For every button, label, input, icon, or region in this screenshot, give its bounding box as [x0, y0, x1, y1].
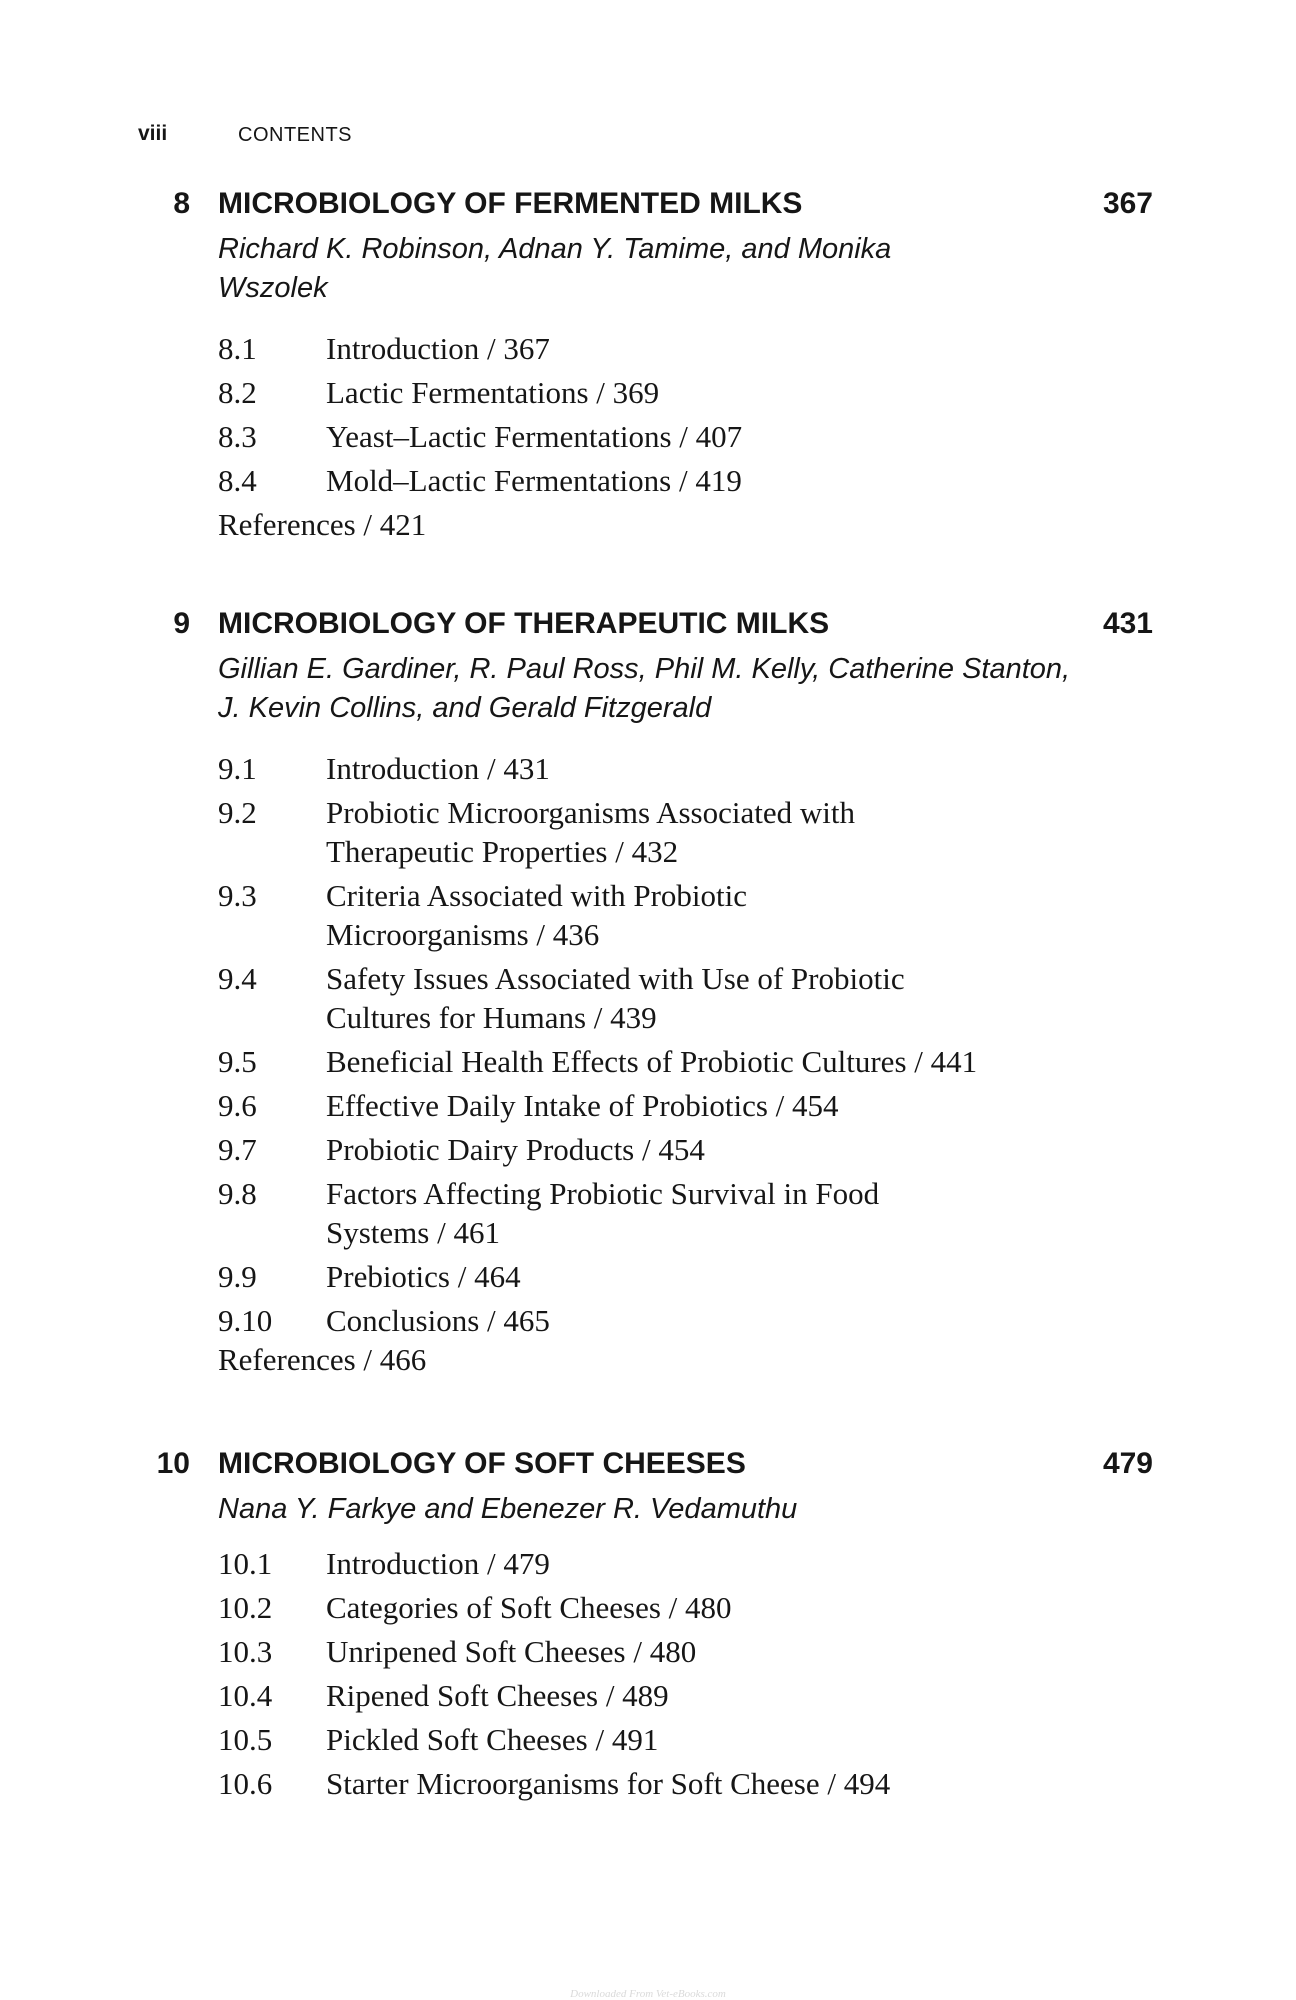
- section-entry: [218, 959, 1118, 1037]
- section-entry: [218, 1042, 1118, 1081]
- section-number: 9.7: [218, 1132, 257, 1167]
- section-entry: [218, 1257, 1118, 1296]
- chapter-page: 479: [1102, 1447, 1153, 1480]
- chapter-authors: Richard K. Robinson, Adnan Y. Tamime, and Monika Wszolek: [218, 233, 892, 304]
- references-entry: References / 421: [218, 507, 427, 542]
- chapter-page: 367: [1102, 187, 1153, 220]
- section-number: 9.1: [218, 751, 257, 786]
- section-entry: [218, 1301, 1118, 1340]
- section-number: 9.4: [218, 961, 257, 996]
- chapter-title: MICROBIOLOGY OF FERMENTED MILKS: [218, 187, 803, 220]
- section-entry: [218, 1588, 1118, 1627]
- chapter-title: MICROBIOLOGY OF SOFT CHEESES: [218, 1447, 746, 1480]
- section-number: 10.4: [218, 1678, 273, 1713]
- section-entry: [218, 876, 1118, 954]
- section-title: Pickled Soft Cheeses / 491: [326, 1722, 659, 1757]
- section-title: Categories of Soft Cheeses / 480: [326, 1590, 732, 1625]
- page-folio: viii: [138, 122, 168, 145]
- section-entry: [218, 1130, 1118, 1169]
- section-title: Conclusions / 465: [326, 1303, 550, 1338]
- section-entry: [218, 749, 1118, 788]
- section-entry: [218, 373, 1118, 412]
- section-title: Lactic Fermentations / 369: [326, 375, 660, 410]
- section-title: Introduction / 479: [326, 1546, 550, 1581]
- running-head: CONTENTS: [238, 124, 352, 146]
- section-entry: [218, 329, 1118, 368]
- section-number: 9.9: [218, 1259, 257, 1294]
- section-entry: [218, 461, 1118, 500]
- section-title: Probiotic Dairy Products / 454: [326, 1132, 705, 1167]
- section-title: Unripened Soft Cheeses / 480: [326, 1634, 697, 1669]
- section-number: 9.6: [218, 1088, 257, 1123]
- chapter-number: 10: [156, 1447, 190, 1480]
- section-number: 10.6: [218, 1766, 273, 1801]
- download-watermark: Downloaded From Vet-eBooks.com: [570, 1988, 726, 2000]
- references-entry: References / 466: [218, 1342, 427, 1377]
- section-title: Yeast–Lactic Fermentations / 407: [326, 419, 743, 454]
- chapter-authors: Nana Y. Farkye and Ebenezer R. Vedamuthu: [218, 1493, 798, 1525]
- section-title: Mold–Lactic Fermentations / 419: [326, 463, 742, 498]
- section-entry: [218, 1174, 1118, 1252]
- section-title: Factors Affecting Probiotic Survival in Food Systems / 461: [326, 1176, 880, 1250]
- section-number: 8.1: [218, 331, 257, 366]
- section-number: 9.8: [218, 1176, 257, 1211]
- section-entry: [218, 1676, 1118, 1715]
- section-title: Safety Issues Associated with Use of Probiotic Cultures for Humans / 439: [326, 961, 905, 1035]
- section-number: 9.10: [218, 1303, 273, 1338]
- section-title: Prebiotics / 464: [326, 1259, 521, 1294]
- section-list: [218, 1544, 1118, 1808]
- section-title: Criteria Associated with Probiotic Microorganisms / 436: [326, 878, 748, 952]
- page-header: [138, 122, 352, 146]
- section-entry: [218, 1544, 1118, 1583]
- section-title: Effective Daily Intake of Probiotics / 454: [326, 1088, 839, 1123]
- section-title: Probiotic Microorganisms Associated with Therapeutic Properties / 432: [326, 795, 855, 869]
- section-list: [218, 749, 1118, 1379]
- section-entry: [218, 1632, 1118, 1671]
- section-number: 8.2: [218, 375, 257, 410]
- section-entry: [218, 1720, 1118, 1759]
- chapter-title: MICROBIOLOGY OF THERAPEUTIC MILKS: [218, 607, 830, 640]
- section-entry: [218, 793, 1118, 871]
- section-number: 8.3: [218, 419, 257, 454]
- section-number: 10.3: [218, 1634, 273, 1669]
- chapter-authors: Gillian E. Gardiner, R. Paul Ross, Phil M. Kelly, Catherine Stanton, J. Kevin Collins, and Gerald Fitzgerald: [218, 653, 1071, 724]
- section-title: Ripened Soft Cheeses / 489: [326, 1678, 669, 1713]
- section-number: 10.1: [218, 1546, 273, 1581]
- section-number: 8.4: [218, 463, 257, 498]
- chapter-number: 9: [173, 607, 190, 640]
- section-list: [218, 329, 1118, 544]
- section-number: 9.3: [218, 878, 257, 913]
- chapter-number: 8: [173, 187, 190, 220]
- chapter-page: 431: [1102, 607, 1153, 640]
- section-title: Introduction / 367: [326, 331, 550, 366]
- section-title: Introduction / 431: [326, 751, 550, 786]
- section-number: 10.2: [218, 1590, 273, 1625]
- section-title: Starter Microorganisms for Soft Cheese / 494: [326, 1766, 891, 1801]
- section-number: 9.5: [218, 1044, 257, 1079]
- section-title: Beneficial Health Effects of Probiotic Cultures / 441: [326, 1044, 978, 1079]
- section-number: 10.5: [218, 1722, 273, 1757]
- section-number: 9.2: [218, 795, 257, 830]
- section-entry: [218, 1086, 1118, 1125]
- section-entry: [218, 417, 1118, 456]
- section-entry: [218, 1764, 1118, 1803]
